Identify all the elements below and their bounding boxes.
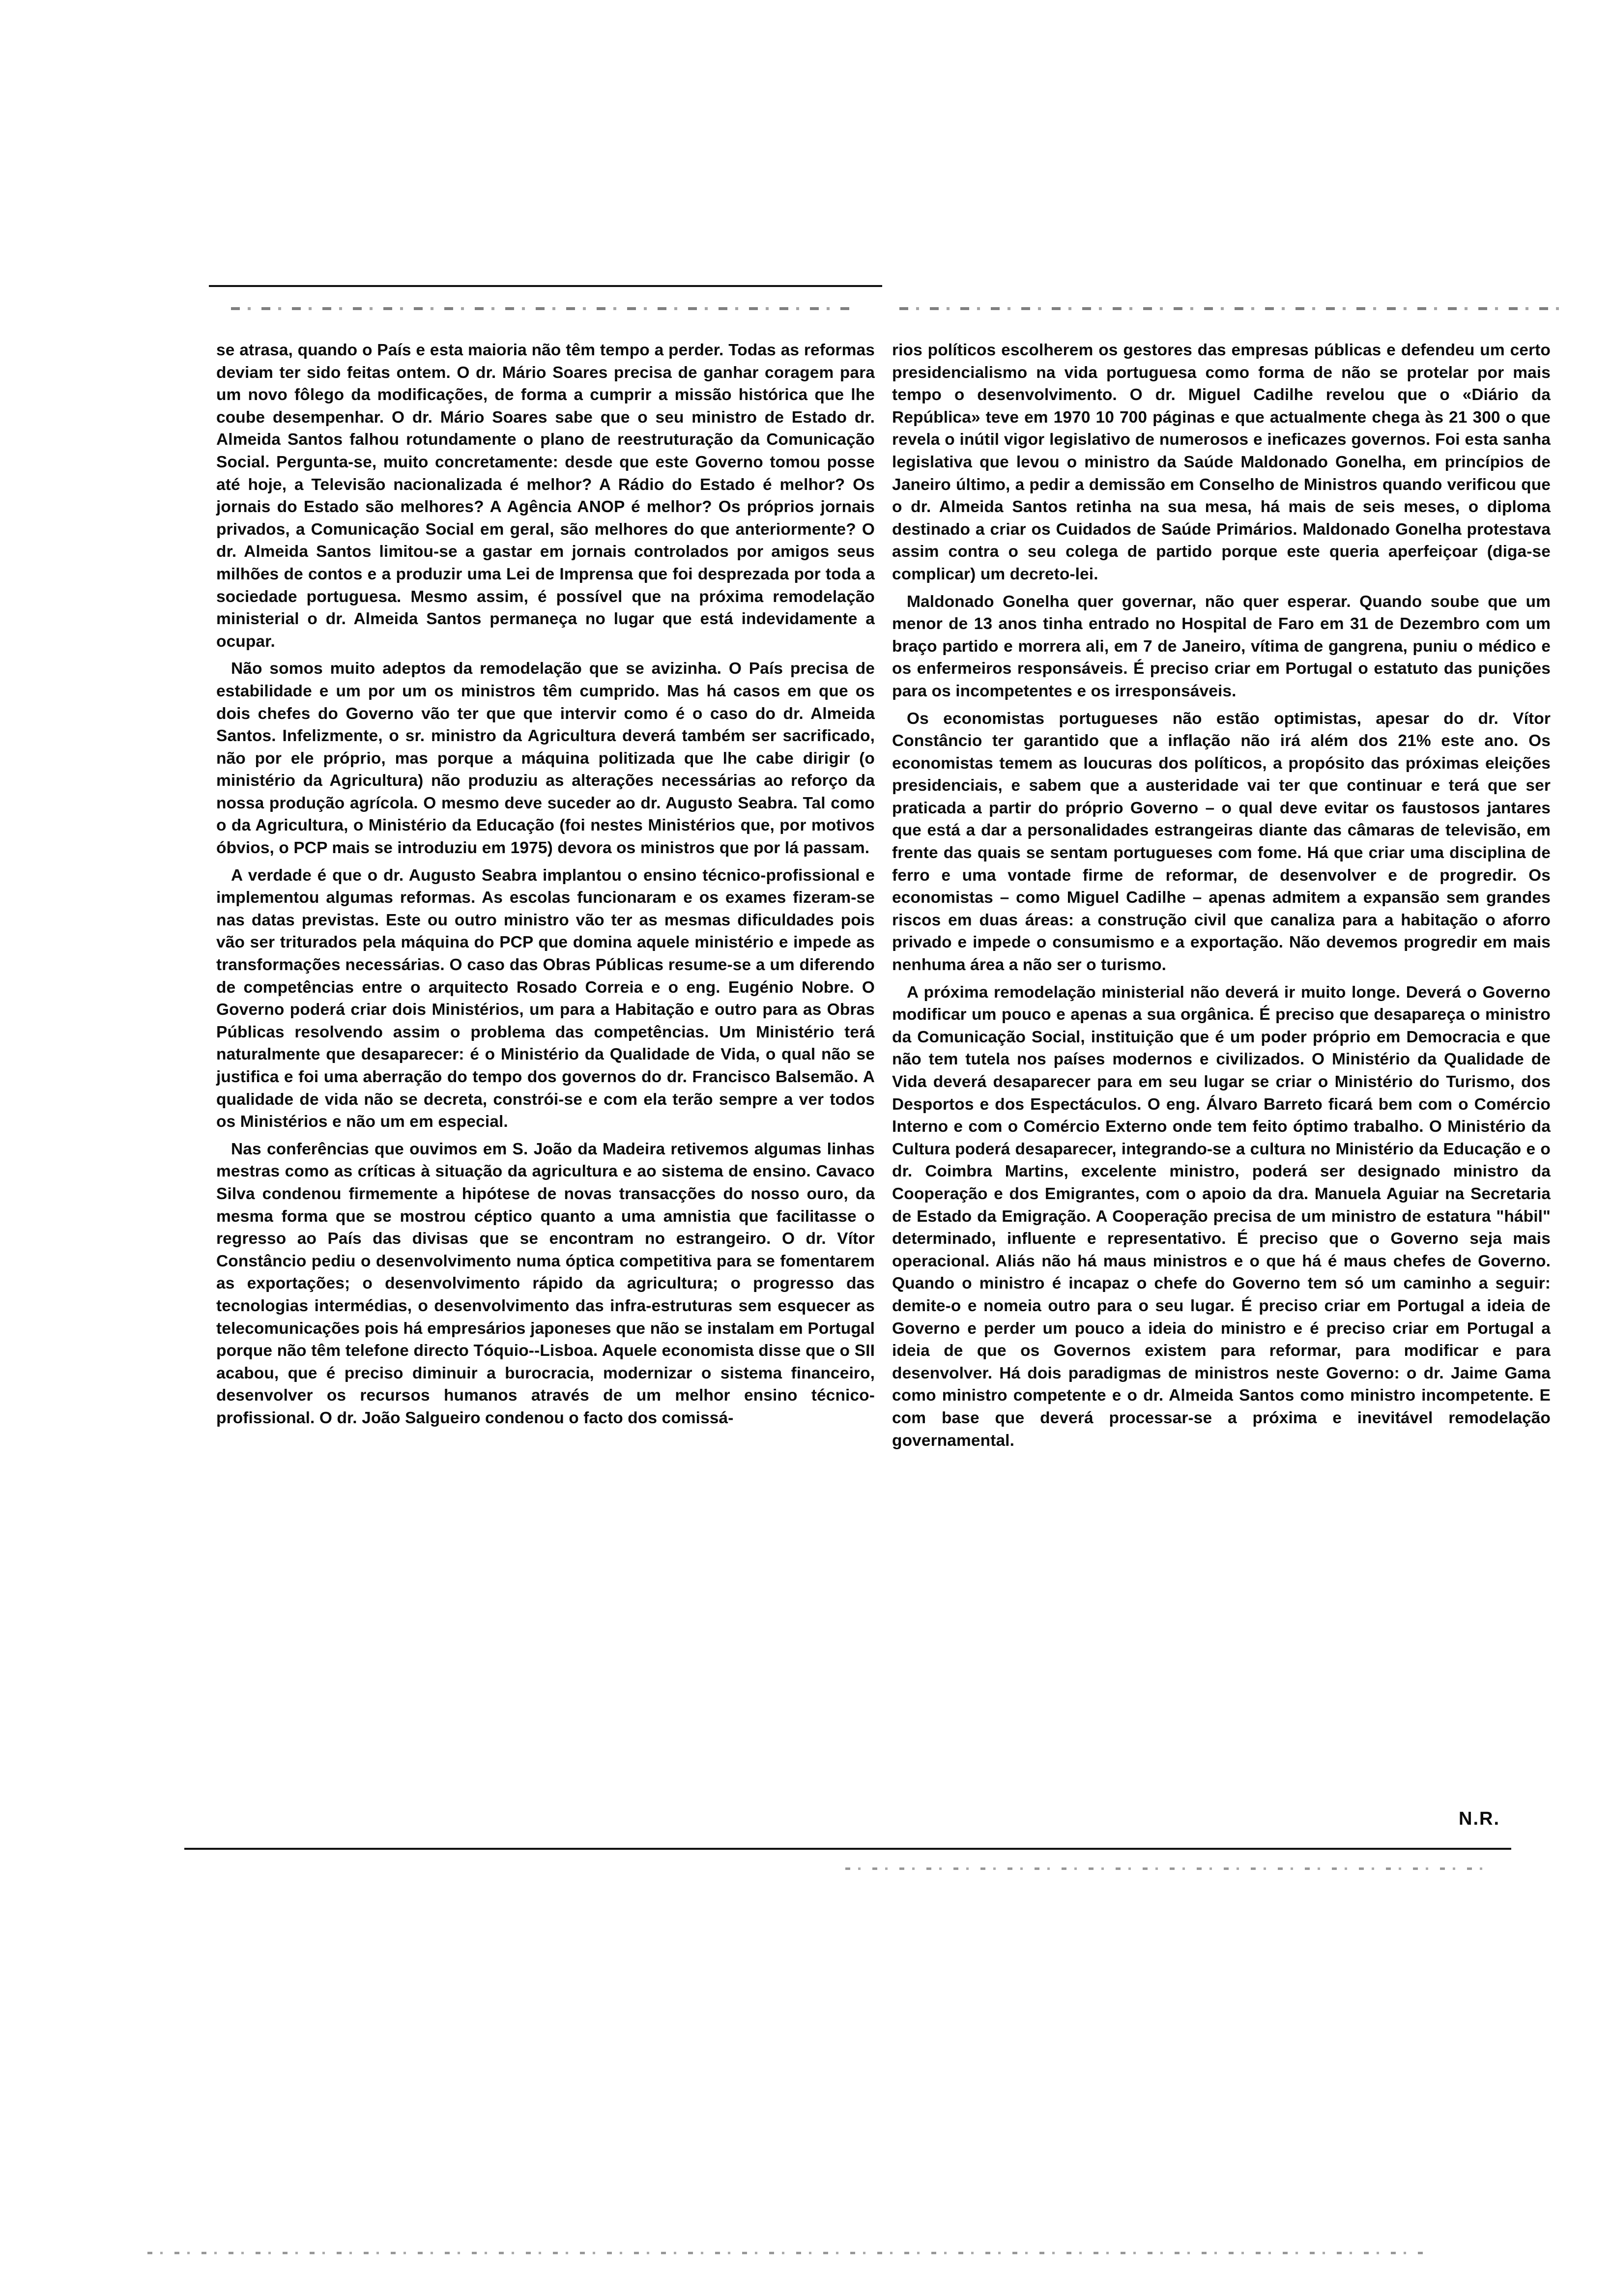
bottom-rule: [184, 1848, 1511, 1850]
bottom-scan-noise-1: [845, 1867, 1484, 1870]
right-paragraph-1: rios políticos escolherem os gestores das empresas públicas e defendeu um certo presidencialismo na vida portuguesa como forma de não se protelar por mais tempo o desenvolvimento. O dr. Miguel Cadilhe revelou que o «Diário da República» teve em 1970 10 700 páginas e que actualmente chega às 21 300 o que revela o inútil vigor legislativo de numerosos e ineficazes governos. Foi esta sanha legislativa que levou o ministro da Saúde Maldonado Gonelha, em princípios de Janeiro último, a pedir a demissão em Conselho de Ministros quando verificou que o dr. Almeida Santos retinha na sua mesa, há mais de seis meses, o diploma destinado a criar os Cuidados de Saúde Primários. Maldonado Gonelha protestava assim contra o seu colega de partido porque este queria aperfeiçoar (diga-se complicar) um decreto-lei.: [892, 341, 1551, 583]
bottom-scan-noise-2: [147, 2252, 1425, 2254]
left-paragraph-3: A verdade é que o dr. Augusto Seabra implantou o ensino técnico-profissional e implementou algumas reformas. As escolas funcionaram e os exames fizeram-se nas datas previstas. Este ou outro ministro vão ter as mesmas dificuldades pois vão ser triturados pela máquina do PCP que domina aquele ministério e impede as transformações necessárias. O caso das Obras Públicas resume-se a um diferendo de competências entre o arquitecto Rosado Correia e o eng. Eugénio Nobre. O Governo poderá criar dois Ministérios, um para a Habitação e outro para as Obras Públicas resolvendo assim o problema das competências. Um Ministério terá naturalmente que desaparecer: é o Ministério da Qualidade de Vida, o qual não se justifica e foi uma aberração do tempo dos governos do dr. Francisco Balsemão. A qualidade de vida não se decreta, constrói-se e com ela terão sempre a ver todos os Ministérios e não um em especial.: [216, 866, 875, 1131]
left-paragraph-2: Não somos muito adeptos da remodelação que se avizinha. O País precisa de estabilidade e um por um os ministros têm cumprido. Mas há casos em que os dois chefes do Governo vão ter que que intervir como é o caso do dr. Almeida Santos. Infelizmente, o sr. ministro da Agricultura deverá também ser sacrificado, não por ele próprio, mas porque a máquina politizada que lhe cabe dirigir (o ministério da Agricultura) não produziu as alterações necessárias ao reforço da nossa produção agrícola. O mesmo deve suceder ao dr. Augusto Seabra. Tal como o da Agricultura, o Ministério da Educação (foi nestes Ministérios que, por motivos óbvios, o PCP mais se introduziu em 1975) devora os ministros que por lá passam.: [216, 660, 875, 858]
top-rule: [209, 285, 882, 287]
top-scan-noise-right: [899, 307, 1563, 310]
author-signature: N.R.: [1459, 1808, 1500, 1829]
article-right-column: [892, 339, 1551, 1455]
left-paragraph-1: se atrasa, quando o País e esta maioria não têm tempo a perder. Todas as reformas deviam ter sido feitas ontem. O dr. Mário Soares precisa de ganhar coragem para um novo fôlego da modificações, de forma a cumprir a missão histórica que lhe coube desempenhar. O dr. Mário Soares sabe que o seu ministro de Estado dr. Almeida Santos falhou rotundamente o plano de reestruturação da Comunicação Social. Pergunta-se, muito concretamente: desde que este Governo tomou posse até hoje, a Televisão nacionalizada é melhor? A Rádio do Estado é melhor? Os jornais do Estado são melhores? A Agência ANOP é melhor? Os próprios jornais privados, a Comunicação Social em geral, são melhores do que anteriormente? O dr. Almeida Santos limitou-se a gastar em jornais controlados por amigos seus milhões de contos e a produzir uma Lei de Imprensa que foi desprezada por toda a sociedade portuguesa. Mesmo assim, é possível que na próxima remodelação ministerial o dr. Almeida Santos permaneça no lugar que está indevidamente a ocupar.: [216, 341, 875, 651]
right-paragraph-3: Os economistas portugueses não estão optimistas, apesar do dr. Vítor Constâncio ter garantido que a inflação não irá além dos 21% este ano. Os economistas temem as loucuras dos políticos, a propósito das próximas eleições presidenciais, e sabem que a austeridade vai ter que continuar e terá que ser praticada a partir do próprio Governo – o qual deve evitar os faustosos jantares que está a dar a personalidades estrangeiras diante das câmaras de televisão, em frente das quais se sentam portugueses com fome. Há que criar uma disciplina de ferro e uma vontade firme de reformar, de desenvolver e de progredir. Os economistas – como Miguel Cadilhe – apenas admitem a expansão sem grandes riscos em duas áreas: a construção civil que canaliza para a habitação o aforro privado e impede o consumismo e a exportação. Não devemos progredir em mais nenhuma área a não ser o turismo.: [892, 709, 1551, 975]
right-paragraph-4: A próxima remodelação ministerial não deverá ir muito longe. Deverá o Governo modificar um pouco e apenas a sua orgânica. É preciso que desapareça o ministro da Comunicação Social, instituição que é um poder próprio em Democracia e que não tem tutela nos países modernos e civilizados. O Ministério da Qualidade de Vida deverá desaparecer para em seu lugar se criar o Ministério do Turismo, dos Desportos e dos Espectáculos. O eng. Álvaro Barreto ficará bem com o Comércio Interno e com o Comércio Externo onde tem feito óptimo trabalho. O Ministério da Cultura poderá desaparecer, integrando-se a cultura no Ministério da Educação e o dr. Coimbra Martins, excelente ministro, poderá ser designado ministro da Cooperação e dos Emigrantes, com o apoio da dra. Manuela Aguiar na Secretaria de Estado da Emigração. A Cooperação precisa de um ministro de estatura "hábil" determinado, influente e representativo. É preciso que o Governo seja mais operacional. Aliás não há maus ministros e o que há é maus chefes de Governo. Quando o ministro é incapaz o chefe do Governo tem só um caminho a seguir: demite-o e nomeia outro para o seu lugar. É preciso criar em Portugal a ideia de Governo e perder um pouco a ideia do ministro e é preciso criar em Portugal a ideia de que os Governos existem para reformar, para modificar e para desenvolver. Há dois paradigmas de ministros neste Governo: o dr. Jaime Gama como ministro competente e o dr. Almeida Santos como ministro incompetente. E com base que deverá processar-se a próxima e inevitável remodelação governamental.: [892, 983, 1551, 1450]
left-paragraph-4: Nas conferências que ouvimos em S. João da Madeira retivemos algumas linhas mestras como as críticas à situação da agricultura e ao sistema de ensino. Cavaco Silva condenou firmemente a hipótese de novas transacções do nosso ouro, da mesma forma que se mostrou céptico quanto a uma amnistia que facilitasse o regresso ao País das divisas que se encontram no estrangeiro. O dr. Vítor Constâncio pediu o desenvolvimento numa óptica competitiva para se fomentarem as exportações; o desenvolvimento rápido da agricultura; o progresso das tecnologias intermédias, o desenvolvimento das infra-estruturas sem esquecer as telecomunicações pois há empresários japoneses que não se instalam em Portugal porque não têm telefone directo Tóquio--Lisboa. Aquele economista disse que o SII acabou, que é preciso diminuir a burocracia, modernizar o sistema financeiro, desenvolver os recursos humanos através de um melhor ensino técnico-profissional. O dr. João Salgueiro condenou o facto dos comissá-: [216, 1140, 875, 1427]
right-paragraph-2: Maldonado Gonelha quer governar, não quer esperar. Quando soube que um menor de 13 anos tinha entrado no Hospital de Faro em 31 de Dezembro com um braço partido e morrera ali, em 7 de Janeiro, vítima de gangrena, puniu o médico e os enfermeiros responsáveis. É preciso criar em Portugal o estatuto das punições para os incompetentes e os irresponsáveis.: [892, 592, 1551, 700]
top-scan-noise-left: [231, 307, 855, 310]
article-left-column: [216, 339, 875, 1433]
